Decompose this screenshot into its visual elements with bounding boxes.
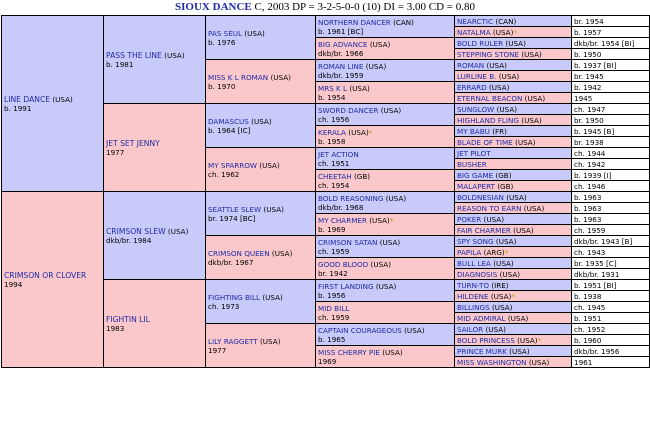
ancestor-name[interactable]: BIG GAME [457,170,494,180]
ancestor-info: br. 1938 [574,137,604,147]
ancestor-info: ch. 1959 [318,246,350,256]
ancestor-country: (USA) [521,49,542,59]
ancestor-name[interactable]: LURLINE B. [457,71,497,81]
ancestor-info: b. 1969 [318,224,346,234]
gen5-info-cell [572,148,650,159]
gen5-ancestor-cell[interactable] [455,192,572,203]
ancestor-info: br. 1945 [574,71,604,81]
gen1-ancestor-cell[interactable] [2,16,104,192]
ancestor-country: (CAN) [393,17,414,27]
ancestor-info: b. 1991 [4,103,32,113]
gen4-ancestor-cell[interactable] [316,214,455,236]
star-icon: * [368,127,373,137]
ancestor-country: (USA) [513,225,534,235]
ancestor-name[interactable]: MID BILL [318,303,350,313]
ancestor-country: (USA) [524,93,546,103]
gen5-ancestor-cell[interactable] [455,104,572,115]
ancestor-info: b. 1970 [208,81,236,91]
gen5-info-cell [572,203,650,214]
gen3-ancestor-cell[interactable] [206,104,316,148]
ancestor-info: dkb/br. 1966 [318,48,364,58]
ancestor-country: (IRE) [491,280,509,290]
ancestor-country: (USA) [493,258,514,268]
ancestor-country: (USA) [369,39,391,49]
gen5-info-cell [572,236,650,247]
gen5-ancestor-cell[interactable] [455,214,572,225]
gen5-ancestor-cell[interactable] [455,247,572,258]
ancestor-name[interactable]: DIAGNOSIS [457,269,498,279]
ancestor-info: 1961 [574,357,593,367]
ancestor-country: (USA) [385,193,407,203]
ancestor-country: (GB) [497,181,514,191]
ancestor-info: 1994 [4,279,23,289]
ancestor-country: (FR) [492,126,507,136]
ancestor-country: (USA) [263,204,284,214]
ancestor-name[interactable]: CAPTAIN COURAGEOUS [318,325,402,335]
ancestor-info: b. 1981 [106,59,134,69]
gen3-ancestor-cell[interactable] [206,192,316,236]
gen2-ancestor-cell[interactable] [104,104,206,192]
ancestor-info: b. 1957 [574,27,602,37]
ancestor-name[interactable]: HILDENE [457,291,489,301]
gen3-ancestor-cell[interactable] [206,280,316,324]
gen5-info-cell [572,71,650,82]
gen4-ancestor-cell[interactable] [316,104,455,126]
ancestor-info: b. 1950 [574,49,602,59]
ancestor-name[interactable]: CRIMSON QUEEN [208,248,270,258]
ancestor-name[interactable]: LILY RAGGETT [208,336,258,346]
pedigree-row [2,192,650,203]
ancestor-info: 1977 [106,147,125,157]
ancestor-name[interactable]: BOLDNESIAN [457,192,504,202]
ancestor-country: (USA) [259,160,280,170]
ancestor-name[interactable]: SWORD DANCER [318,105,379,115]
gen5-ancestor-cell[interactable] [455,126,572,137]
ancestor-name[interactable]: NEARCTIC [457,16,494,26]
pedigree-table [1,15,650,368]
ancestor-info: dkb/br. 1943 [B] [574,236,633,246]
ancestor-info: dkb/br. 1931 [574,269,620,279]
ancestor-info: ch. 1946 [574,181,606,191]
gen4-ancestor-cell[interactable] [316,170,455,192]
horse-name: SIOUX DANCE [175,1,252,13]
gen5-info-cell [572,181,650,192]
ancestor-info: b. 1965 [318,334,346,344]
ancestor-name[interactable]: FAIR CHARMER [457,225,511,235]
ancestor-name[interactable]: CRIMSON SLEW [106,226,166,236]
gen5-ancestor-cell[interactable] [455,93,572,104]
ancestor-info: ch. 1947 [574,104,606,114]
ancestor-name[interactable]: SAILOR [457,324,484,334]
ancestor-name[interactable]: LINE DANCE [4,94,51,104]
gen3-ancestor-cell[interactable] [206,236,316,280]
gen5-ancestor-cell[interactable] [455,71,572,82]
ancestor-name[interactable]: ETERNAL BEACON [457,93,523,103]
ancestor-name[interactable]: KERALA [318,127,346,137]
ancestor-name[interactable]: ERRARD [457,82,487,92]
ancestor-name[interactable]: BLADE OF TIME [457,137,513,147]
ancestor-info: b. 1956 [318,290,346,300]
ancestor-country: (USA) [382,347,403,357]
ancestor-name[interactable]: JET ACTION [318,149,359,159]
gen3-ancestor-cell[interactable] [206,148,316,192]
star-icon: * [389,215,394,225]
pedigree-row [2,16,650,27]
ancestor-info: b. 1963 [574,214,602,224]
gen5-info-cell [572,104,650,115]
horse-stats: C, 2003 DP = 3-2-5-0-0 (10) DI = 3.00 CD = 0.80 [251,1,475,13]
gen4-ancestor-cell[interactable] [316,126,455,148]
ancestor-country: (USA) [492,302,513,312]
gen5-info-cell [572,82,650,93]
gen4-ancestor-cell[interactable] [316,82,455,104]
ancestor-info: 1983 [106,323,125,333]
star-icon: * [537,335,542,345]
gen5-ancestor-cell[interactable] [455,148,572,159]
ancestor-country: (USA) [164,50,185,60]
ancestor-country: (USA) [496,104,518,114]
ancestor-name[interactable]: TURN-TO [457,280,490,290]
ancestor-country: (USA) [259,336,281,346]
ancestor-name[interactable]: POKER [457,214,482,224]
ancestor-info: dkb/br. 1984 [106,235,152,245]
ancestor-country: (USA) [490,291,512,301]
gen5-info-cell [572,159,650,170]
ancestor-name[interactable]: MY CHARMER [318,215,367,225]
ancestor-info: ch. 1945 [574,302,606,312]
ancestor-info: b. 1945 [B] [574,126,615,136]
ancestor-info: br. 1935 [C] [574,258,617,268]
ancestor-country: (USA) [369,215,390,225]
ancestor-name[interactable]: BIG ADVANCE [318,39,368,49]
ancestor-name[interactable]: MID ADMIRAL [457,313,506,323]
ancestor-name[interactable]: STEPPING STONE [457,49,520,59]
gen5-info-cell [572,302,650,313]
gen5-info-cell [572,49,650,60]
gen5-ancestor-cell[interactable] [455,302,572,313]
ancestor-info: dkb/br. 1967 [208,257,254,267]
gen4-ancestor-cell[interactable] [316,236,455,258]
ancestor-name[interactable]: HIGHLAND FLING [457,115,519,125]
ancestor-info: dkb/br. 1968 [318,202,364,212]
ancestor-country: (USA) [498,71,520,81]
ancestor-country: (USA) [365,61,387,71]
ancestor-name[interactable]: SEATTLE SLEW [208,204,262,214]
gen5-info-cell [572,27,650,38]
ancestor-name[interactable]: PRINCE MURK [457,346,507,356]
gen5-ancestor-cell[interactable] [455,346,572,357]
gen5-info-cell [572,137,650,148]
gen4-ancestor-cell[interactable] [316,280,455,302]
gen5-ancestor-cell[interactable] [455,313,572,324]
ancestor-info: b. 1951 [574,313,602,323]
ancestor-info: br. 1950 [574,115,604,125]
ancestor-country: (USA) [485,324,506,334]
ancestor-name[interactable]: CRIMSON OR CLOVER [4,270,87,280]
ancestor-name[interactable]: SUNGLOW [457,104,495,114]
ancestor-country: (USA) [270,72,291,82]
ancestor-name[interactable]: BULL LEA [457,258,491,268]
star-icon: * [513,27,517,37]
gen5-info-cell [572,324,650,335]
gen5-ancestor-cell[interactable] [455,137,572,148]
gen5-info-cell [572,258,650,269]
ancestor-info: br. 1954 [574,16,604,26]
ancestor-country: (USA) [251,116,272,126]
ancestor-name[interactable]: MY BABU [457,126,490,136]
gen5-ancestor-cell[interactable] [455,357,572,368]
ancestor-info: ch. 1959 [318,312,350,322]
ancestor-info: b. 1963 [574,192,602,202]
ancestor-info: ch. 1952 [574,324,606,334]
gen4-ancestor-cell[interactable] [316,192,455,214]
ancestor-name[interactable]: ROMAN LINE [318,61,364,71]
ancestor-info: ch. 1943 [574,247,606,257]
ancestor-country: (USA) [52,94,73,104]
ancestor-name[interactable]: BOLD PRINCESS [457,335,515,345]
ancestor-country: (USA) [499,269,521,279]
gen4-ancestor-cell[interactable] [316,302,455,324]
gen2-ancestor-cell[interactable] [104,280,206,368]
ancestor-name[interactable]: MALAPERT [457,181,495,191]
ancestor-info: ch. 1942 [574,159,606,169]
gen4-ancestor-cell[interactable] [316,38,455,60]
ancestor-name[interactable]: FIRST LANDING [318,281,374,291]
ancestor-country: (USA) [517,335,538,345]
ancestor-name[interactable]: CHEETAH [318,171,352,181]
star-icon: * [511,291,515,301]
ancestor-name[interactable]: REASON TO EARN [457,203,522,213]
gen5-info-cell [572,335,650,346]
ancestor-name[interactable]: BOLD REASONING [318,193,384,203]
gen5-ancestor-cell[interactable] [455,27,572,38]
ancestor-country: (CAN) [495,16,517,26]
gen5-ancestor-cell[interactable] [455,159,572,170]
ancestor-name[interactable]: ROMAN [457,60,485,70]
gen5-info-cell [572,170,650,181]
gen4-ancestor-cell[interactable] [316,16,455,38]
ancestor-country: (USA) [509,346,530,356]
ancestor-country: (USA) [506,192,527,202]
gen5-ancestor-cell[interactable] [455,38,572,49]
gen5-info-cell [572,126,650,137]
ancestor-name[interactable]: BUSHER [457,159,487,169]
gen5-info-cell [572,346,650,357]
gen2-ancestor-cell[interactable] [104,192,206,280]
ancestor-info: br. 1974 [BC] [208,213,256,223]
ancestor-info: ch. 1951 [318,158,350,168]
ancestor-name[interactable]: MY SPARROW [208,160,257,170]
ancestor-info: dkb/br. 1959 [318,70,364,80]
ancestor-name[interactable]: DAMASCUS [208,116,249,126]
ancestor-name[interactable]: NORTHERN DANCER [318,17,391,27]
ancestor-info: dkb/br. 1956 [574,346,620,356]
gen5-info-cell [572,225,650,236]
gen5-ancestor-cell[interactable] [455,82,572,93]
gen5-info-cell [572,269,650,280]
gen5-info-cell [572,16,650,27]
ancestor-name[interactable]: CRIMSON SATAN [318,237,378,247]
ancestor-info: b. 1961 [BC] [318,26,364,36]
ancestor-info: b. 1958 [318,136,346,146]
ancestor-name[interactable]: NATALMA [457,27,491,37]
gen2-ancestor-cell[interactable] [104,16,206,104]
ancestor-country: (GB) [495,170,512,180]
ancestor-country: (USA) [349,83,370,93]
ancestor-info: ch. 1944 [574,148,606,158]
ancestor-info: b. 1976 [208,37,236,47]
ancestor-info: ch. 1959 [574,225,606,235]
gen5-info-cell [572,291,650,302]
ancestor-info: b. 1963 [574,203,602,213]
ancestor-info: ch. 1962 [208,169,240,179]
gen5-info-cell [572,93,650,104]
gen5-info-cell [572,115,650,126]
ancestor-info: br. 1942 [318,268,348,278]
gen4-ancestor-cell[interactable] [316,324,455,346]
ancestor-info: b. 1938 [574,291,602,301]
gen5-info-cell [572,280,650,291]
ancestor-name[interactable]: MISS CHERRY PIE [318,347,380,357]
ancestor-country: (USA) [167,226,189,236]
ancestor-info: ch. 1973 [208,301,240,311]
ancestor-country: (USA) [271,248,293,258]
ancestor-country: (USA) [486,60,507,70]
ancestor-info: ch. 1956 [318,114,350,124]
gen4-ancestor-cell[interactable] [316,148,455,170]
ancestor-country: (USA) [379,237,401,247]
ancestor-name[interactable]: MISS K L ROMAN [208,72,269,82]
ancestor-country: (USA) [523,203,545,213]
ancestor-name[interactable]: MISS WASHINGTON [457,357,527,367]
gen4-ancestor-cell[interactable] [316,346,455,368]
ancestor-name[interactable]: PAS SEUL [208,28,243,38]
ancestor-info: ch. 1954 [318,180,350,190]
gen5-ancestor-cell[interactable] [455,324,572,335]
ancestor-country: (USA) [483,214,505,224]
gen5-ancestor-cell[interactable] [455,16,572,27]
gen5-ancestor-cell[interactable] [455,60,572,71]
gen5-info-cell [572,60,650,71]
gen5-ancestor-cell[interactable] [455,291,572,302]
gen5-ancestor-cell[interactable] [455,170,572,181]
ancestor-name[interactable]: PASS THE LINE [106,50,162,60]
gen4-ancestor-cell[interactable] [316,258,455,280]
gen5-ancestor-cell[interactable] [455,203,572,214]
ancestor-name[interactable]: FIGHTING BILL [208,292,261,302]
ancestor-country: (USA) [495,236,517,246]
ancestor-country: (GB) [353,171,371,181]
ancestor-country: (USA) [244,28,265,38]
ancestor-info: b. 1951 [BI] [574,280,617,290]
ancestor-info: b. 1939 [I] [574,170,612,180]
gen5-ancestor-cell[interactable] [455,280,572,291]
gen4-ancestor-cell[interactable] [316,60,455,82]
star-icon: * [504,247,509,257]
ancestor-name[interactable]: BOLD RULER [457,38,504,48]
ancestor-info: 1977 [208,345,227,355]
gen3-ancestor-cell[interactable] [206,60,316,104]
ancestor-country: (USA) [404,325,425,335]
ancestor-country: (USA) [528,357,550,367]
gen5-info-cell [572,214,650,225]
ancestor-country: (USA) [505,38,526,48]
ancestor-name[interactable]: JET SET JENNY [106,138,160,148]
ancestor-info: b. 1960 [574,335,602,345]
ancestor-country: (USA) [515,137,536,147]
gen5-info-cell [572,313,650,324]
gen5-info-cell [572,247,650,258]
page-title [0,0,650,15]
ancestor-country: (USA) [348,127,369,137]
ancestor-country: (USA) [521,115,542,125]
ancestor-country: (USA) [375,281,397,291]
ancestor-country: (ARG) [483,247,505,257]
gen3-ancestor-cell[interactable] [206,16,316,60]
gen3-ancestor-cell[interactable] [206,324,316,368]
gen5-info-cell [572,192,650,203]
ancestor-info: 1945 [574,93,593,103]
gen5-ancestor-cell[interactable] [455,236,572,247]
gen5-ancestor-cell[interactable] [455,269,572,280]
ancestor-info: 1969 [318,356,337,366]
ancestor-info: b. 1954 [318,92,346,102]
ancestor-country: (USA) [507,313,529,323]
ancestor-info: b. 1942 [574,82,602,92]
ancestor-country: (USA) [370,259,392,269]
gen5-ancestor-cell[interactable] [455,115,572,126]
ancestor-country: (USA) [492,27,514,37]
ancestor-name[interactable]: SPY SONG [457,236,494,246]
ancestor-name[interactable]: BILLINGS [457,302,490,312]
ancestor-info: dkb/br. 1954 [BI] [574,38,635,48]
gen5-ancestor-cell[interactable] [455,225,572,236]
ancestor-name[interactable]: JET PILOT [457,148,491,158]
ancestor-name[interactable]: GOOD BLOOD [318,259,369,269]
gen5-ancestor-cell[interactable] [455,335,572,346]
ancestor-name[interactable]: MRS K L [318,83,348,93]
ancestor-name[interactable]: PAPILA [457,247,482,257]
ancestor-name[interactable]: FIGHTIN LIL [106,314,150,324]
ancestor-country: (USA) [380,105,402,115]
gen5-ancestor-cell[interactable] [455,49,572,60]
gen5-ancestor-cell[interactable] [455,181,572,192]
gen5-info-cell [572,357,650,368]
ancestor-country: (USA) [262,292,283,302]
gen5-info-cell [572,38,650,49]
ancestor-info: b. 1937 [BI] [574,60,617,70]
gen5-ancestor-cell[interactable] [455,258,572,269]
ancestor-country: (USA) [488,82,510,92]
gen1-ancestor-cell[interactable] [2,192,104,368]
ancestor-info: b. 1964 [IC] [208,125,251,135]
